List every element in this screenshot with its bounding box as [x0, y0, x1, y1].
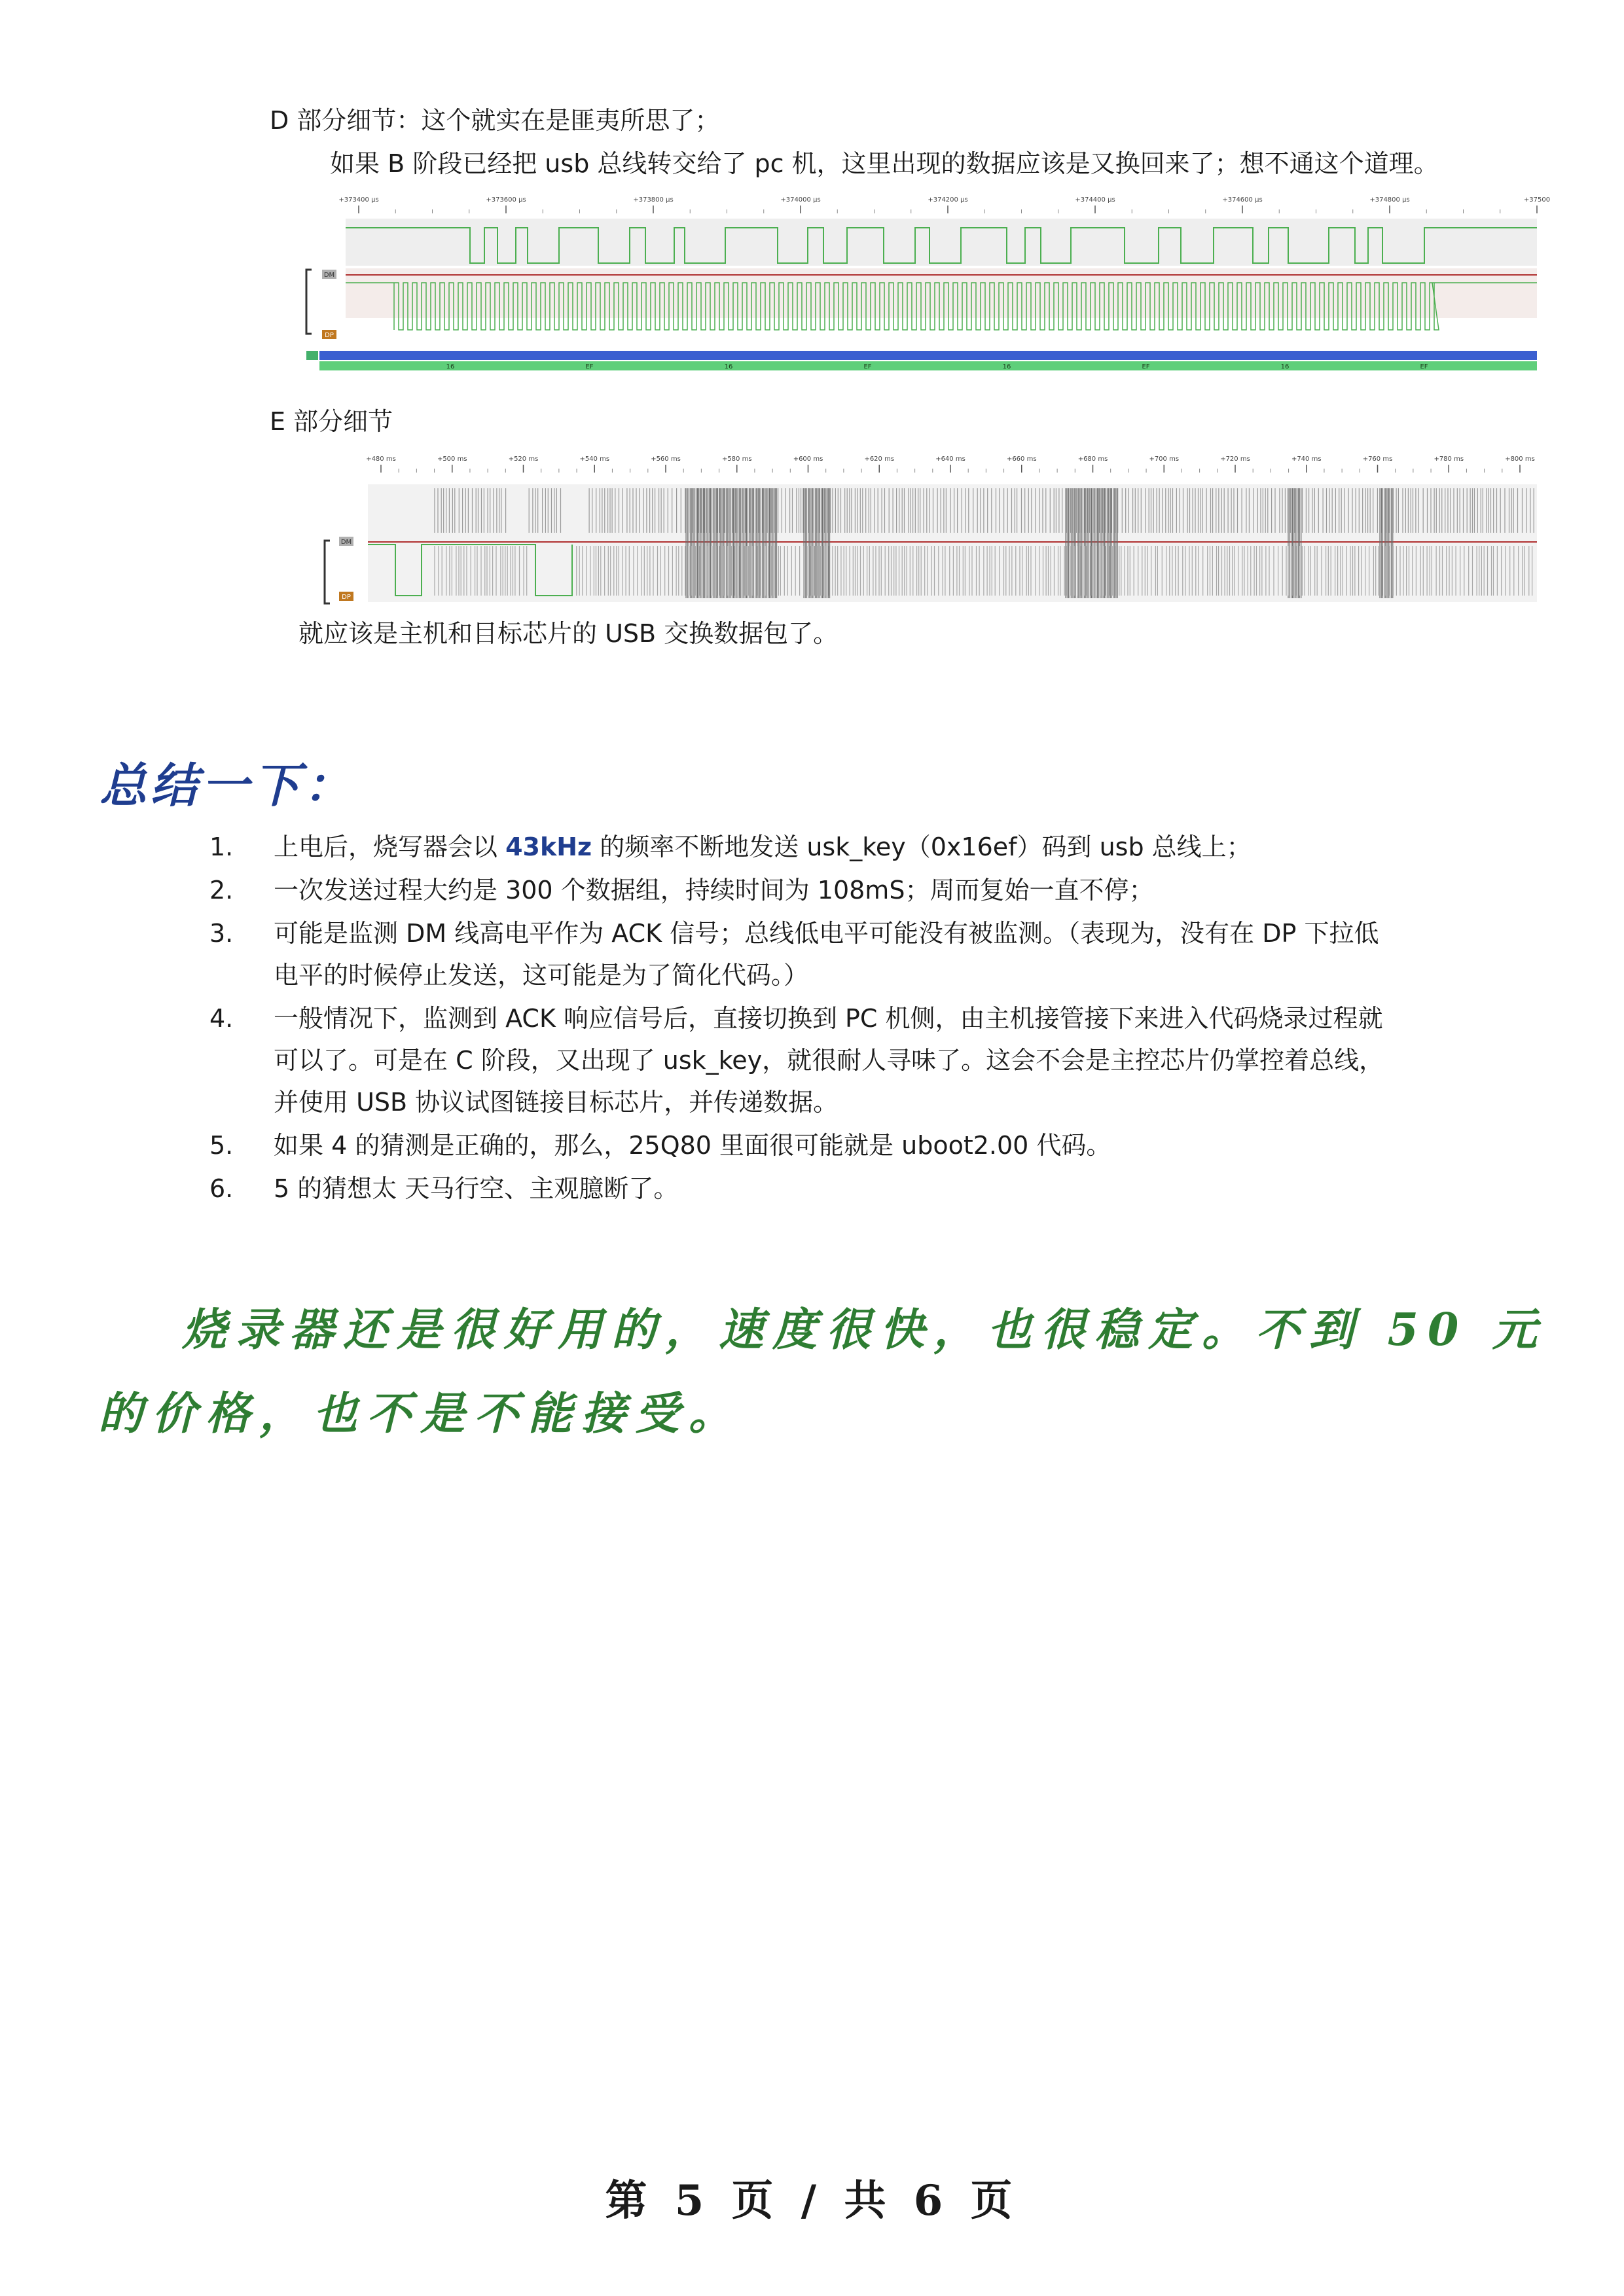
- summary-item-line: 5 的猜想太 天马行空、主观臆断了。: [274, 1174, 679, 1203]
- summary-item-number: 1.: [209, 833, 234, 861]
- e-dp-channel-label: DP: [342, 594, 351, 601]
- decode-byte-label: 16: [724, 363, 733, 370]
- time-tick-label: +374200 µs: [928, 196, 968, 204]
- logic-capture-e: [306, 450, 1537, 606]
- summary-item-line: 可能是监测 DM 线高电平作为 ACK 信号；总线低电平可能没有被监测。（表现为，没有在 DP 下拉低: [274, 919, 1379, 948]
- summary-item-line: 并使用 USB 协议试图链接目标芯片，并传递数据。: [274, 1088, 839, 1117]
- e-time-tick-label: +580 ms: [721, 456, 752, 463]
- decode-byte-label: EF: [585, 363, 594, 370]
- summary-heading: 总结一下：: [99, 757, 355, 813]
- summary-item: [209, 1168, 1545, 1210]
- e-time-tick-label: +780 ms: [1434, 456, 1464, 463]
- capture-e-waveform: [306, 450, 1537, 606]
- decode-byte-label: 16: [1280, 363, 1290, 370]
- e-time-tick-label: +700 ms: [1149, 456, 1180, 463]
- dp-channel-label: DP: [325, 332, 334, 339]
- decode-byte-label: EF: [1142, 363, 1150, 370]
- section-e-caption: 就应该是主机和目标芯片的 USB 交换数据包了。: [298, 619, 839, 648]
- time-tick-label: +373600 µs: [486, 196, 526, 204]
- time-tick-label: +374800 µs: [1369, 196, 1410, 204]
- verdict-line-1: 烧录器还是很好用的，速度很快，也很稳定。不到 50 元: [182, 1304, 1546, 1356]
- decode-byte-label: EF: [1420, 363, 1428, 370]
- decode-byte-label: 16: [1002, 363, 1011, 370]
- summary-item: [209, 997, 1545, 1123]
- summary-item-number: 3.: [209, 919, 234, 948]
- highlight-frequency: 43kHz: [505, 833, 592, 861]
- e-time-tick-label: +760 ms: [1362, 456, 1393, 463]
- summary-item-line: 一般情况下，监测到 ACK 响应信号后，直接切换到 PC 机侧，由主机接管接下来进入代码烧录过程就: [274, 1004, 1383, 1033]
- e-time-tick-label: +740 ms: [1291, 456, 1322, 463]
- summary-item-line: 上电后，烧写器会以 43kHz 的频率不断地发送 usk_key（0x16ef）码到 usb 总线上；: [274, 833, 1252, 861]
- verdict-line-2: 的价格，也不是不能接受。: [98, 1388, 743, 1440]
- e-time-tick-label: +620 ms: [864, 456, 895, 463]
- e-time-tick-label: +680 ms: [1077, 456, 1108, 463]
- summary-item: [209, 912, 1545, 996]
- summary-item: [209, 869, 1545, 911]
- time-tick-label: +373400 µs: [338, 196, 379, 204]
- usb-decode-bar: [319, 351, 1537, 360]
- time-tick-label: +37500: [1523, 196, 1551, 204]
- page-footer: 第 5 页 / 共 6 页: [605, 2176, 1019, 2225]
- summary-item-line: 如果 4 的猜测是正确的，那么，25Q80 里面很可能就是 uboot2.00 代码。: [274, 1131, 1111, 1160]
- summary-item-number: 4.: [209, 1004, 234, 1033]
- e-time-tick-label: +660 ms: [1006, 456, 1037, 463]
- summary-item-line: 电平的时候停止发送，这可能是为了简化代码。）: [274, 961, 809, 990]
- summary-item-line: 一次发送过程大约是 300 个数据组，持续时间为 108mS；周而复始一直不停；: [274, 876, 1154, 905]
- verdict-note: [98, 1288, 1546, 1456]
- section-e-title: E 部分细节: [270, 407, 393, 436]
- summary-item-number: 6.: [209, 1174, 234, 1203]
- e-time-tick-label: +800 ms: [1505, 456, 1535, 463]
- time-tick-label: +374600 µs: [1222, 196, 1263, 204]
- summary-item: [209, 826, 1545, 868]
- summary-item-line: 可以了。可是在 C 阶段，又出现了 usk_key，就很耐人寻味了。这会不会是主控芯片仍掌控着总线，: [274, 1046, 1384, 1075]
- decode-byte-label: EF: [863, 363, 872, 370]
- e-time-tick-label: +540 ms: [579, 456, 610, 463]
- summary-item: [209, 1124, 1545, 1166]
- time-tick-label: +374000 µs: [780, 196, 821, 204]
- decode-byte-label: 16: [446, 363, 455, 370]
- dm-channel-label: DM: [323, 272, 335, 279]
- e-time-tick-label: +520 ms: [508, 456, 539, 463]
- e-time-tick-label: +600 ms: [793, 456, 823, 463]
- summary-item-number: 2.: [209, 876, 234, 905]
- e-time-tick-label: +480 ms: [366, 456, 396, 463]
- usb-packet-bar: [319, 361, 1537, 370]
- summary-list: [209, 826, 1545, 1211]
- e-time-tick-label: +640 ms: [935, 456, 965, 463]
- capture-d-waveform: [306, 191, 1551, 387]
- summary-item-number: 5.: [209, 1131, 234, 1160]
- section-d-title: D 部分细节：这个就实在是匪夷所思了；: [270, 106, 720, 135]
- time-tick-label: +374400 µs: [1075, 196, 1115, 204]
- e-time-tick-label: +720 ms: [1220, 456, 1250, 463]
- e-time-tick-label: +560 ms: [651, 456, 681, 463]
- logic-capture-d: [306, 191, 1551, 387]
- e-dm-channel-label: DM: [340, 539, 352, 546]
- section-d-description: 如果 B 阶段已经把 usb 总线转交给了 pc 机，这里出现的数据应该是又换回来了；想不通这个道理。: [330, 149, 1439, 178]
- e-time-tick-label: +500 ms: [437, 456, 467, 463]
- time-tick-label: +373800 µs: [633, 196, 674, 204]
